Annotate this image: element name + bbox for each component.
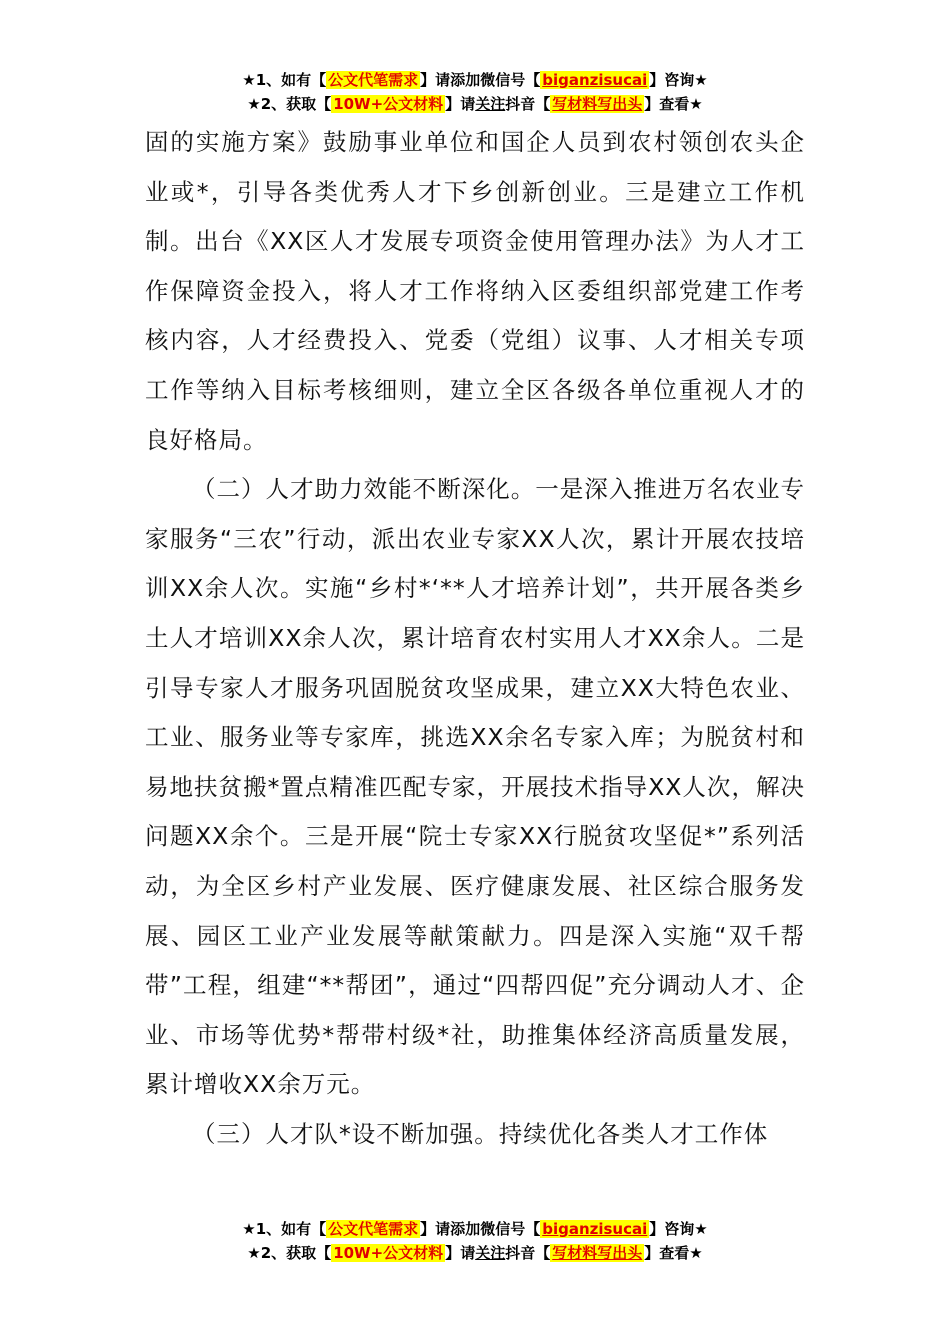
douyin-account-link[interactable]: 写材料写出头 <box>552 95 643 113</box>
highlight-tag: 10W+公文材料 <box>333 1244 444 1262</box>
banner-text: 抖音【 <box>505 1244 551 1262</box>
banner-line-2 <box>0 1241 950 1265</box>
banner-text: ★1、如有【 <box>242 1220 327 1238</box>
banner-text: 】咨询★ <box>649 71 708 89</box>
banner-text: 微信号【 <box>480 1220 541 1238</box>
header-banner <box>0 68 950 116</box>
highlight-tag: 10W+公文材料 <box>333 95 444 113</box>
wechat-id-link[interactable]: biganzisucai <box>542 71 648 89</box>
banner-text: ★2、获取【 <box>247 95 332 113</box>
banner-text: ★1、如有【 <box>242 71 327 89</box>
highlight-tag: 公文代笔需求 <box>328 71 419 89</box>
banner-text: 】查看★ <box>644 1244 703 1262</box>
banner-line-2 <box>0 92 950 116</box>
paragraph: （三）人才队*设不断加强。持续优化各类人才工作体 <box>192 1119 769 1148</box>
banner-line-1 <box>0 1217 950 1241</box>
banner-text: 】咨询★ <box>649 1220 708 1238</box>
banner-text: 】请 <box>445 95 476 113</box>
banner-text: 关注 <box>475 1244 506 1262</box>
banner-text: 】请添 <box>420 71 466 89</box>
footer-banner <box>0 1217 950 1265</box>
banner-text: 】请 <box>445 1244 476 1262</box>
banner-text: 加 <box>465 71 481 89</box>
banner-text: 抖音【 <box>505 95 551 113</box>
paragraph: 固的实施方案》鼓励事业单位和国企人员到农村领创农头企业或*，引导各类优秀人才下乡创新创业。三是建立工作机制。出台《XX区人才发展专项资金使用管理办法》为人才工作保障资金投入，将人才工作将纳入区委组织部党建工作考核内容，人才经费投入、党委（党组）议事、人才相关专项工作等纳入目标考核细则，建立全区各级各单位重视人才的良好格局。 <box>145 128 805 454</box>
banner-line-1 <box>0 68 950 92</box>
highlight-tag: 公文代笔需求 <box>328 1220 419 1238</box>
douyin-account-link[interactable]: 写材料写出头 <box>552 1244 643 1262</box>
banner-text: ★2、获取【 <box>247 1244 332 1262</box>
paragraph: （二）人才助力效能不断深化。一是深入推进万名农业专家服务“三农”行动，派出农业专家XX人次，累计开展农技培训XX余人次。实施“乡村*‘**人才培养计划”，共开展各类乡土人才培训XX余人次，累计培育农村实用人才XX余人。二是引导专家人才服务巩固脱贫攻坚成果，建立XX大特色农业、工业、服务业等专家库，挑选XX余名专家入库；为脱贫村和易地扶贫搬*置点精准匹配专家，开展技术指导XX人次，解决问题XX余个。三是开展“院士专家XX行脱贫攻坚促*”系列活动，为全区乡村产业发展、医疗健康发展、社区综合服务发展、园区工业产业发展等献策献力。四是深入实施“双千帮带”工程，组建“**帮团”，通过“四帮四促”充分调动人才、企业、市场等优势*帮带村级*社，助推集体经济高质量发展，累计增收XX余万元。 <box>145 475 805 1099</box>
banner-text: 微信号【 <box>480 71 541 89</box>
banner-text: 关注 <box>475 95 506 113</box>
banner-text: 加 <box>465 1220 481 1238</box>
banner-text: 】查看★ <box>644 95 703 113</box>
wechat-id-link[interactable]: biganzisucai <box>542 1220 648 1238</box>
banner-text: 】请添 <box>420 1220 466 1238</box>
document-body <box>145 118 805 1159</box>
